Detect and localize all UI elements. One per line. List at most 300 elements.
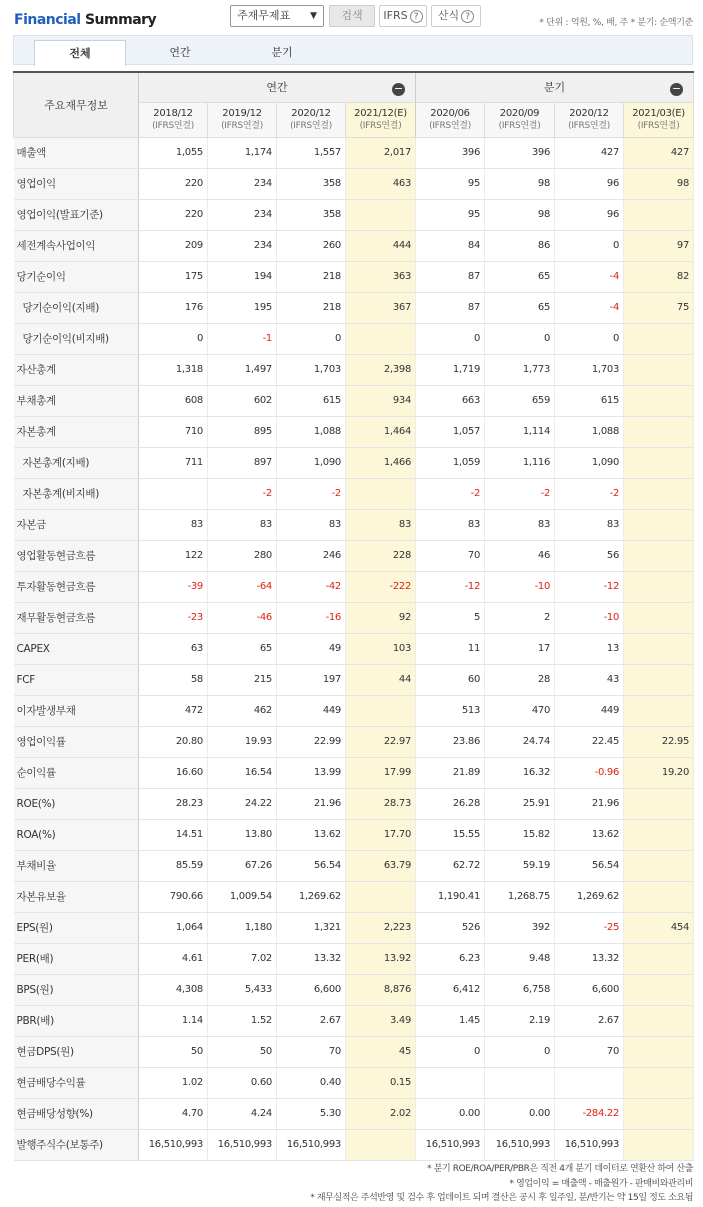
table-cell bbox=[624, 602, 694, 633]
table-cell: 83 bbox=[555, 509, 624, 540]
table-row bbox=[14, 757, 694, 788]
table-cell: 17.99 bbox=[346, 757, 416, 788]
table-cell: 615 bbox=[277, 385, 346, 416]
tab-quarter[interactable]: 분기 bbox=[271, 46, 293, 59]
table-cell: 95 bbox=[416, 168, 485, 199]
row-label[interactable]: 자본총계(지배) bbox=[14, 447, 139, 478]
table-cell: 21.96 bbox=[555, 788, 624, 819]
table-cell: 6,600 bbox=[277, 974, 346, 1005]
table-cell bbox=[624, 1129, 694, 1160]
table-cell bbox=[624, 664, 694, 695]
table-row bbox=[14, 1067, 694, 1098]
title-financial: Financial bbox=[14, 12, 81, 28]
column-period: 2020/12 bbox=[569, 107, 609, 119]
table-cell: 462 bbox=[208, 695, 277, 726]
table-cell: 1.45 bbox=[416, 1005, 485, 1036]
table-cell: -2 bbox=[277, 478, 346, 509]
table-cell: 50 bbox=[208, 1036, 277, 1067]
row-label[interactable]: 발행주식수(보통주) bbox=[14, 1129, 139, 1160]
table-cell: 209 bbox=[139, 230, 208, 261]
table-cell: 24.22 bbox=[208, 788, 277, 819]
table-cell: -2 bbox=[208, 478, 277, 509]
table-cell: 234 bbox=[208, 168, 277, 199]
table-row bbox=[14, 447, 694, 478]
table-cell: 62.72 bbox=[416, 850, 485, 881]
table-cell: 363 bbox=[346, 261, 416, 292]
table-cell bbox=[624, 540, 694, 571]
table-cell: 1,057 bbox=[416, 416, 485, 447]
column-period: 2018/12 bbox=[153, 107, 193, 119]
table-cell: 17 bbox=[485, 633, 555, 664]
help-icon: ? bbox=[410, 10, 423, 23]
table-cell: 44 bbox=[346, 664, 416, 695]
table-cell: 218 bbox=[277, 261, 346, 292]
table-cell: 1,269.62 bbox=[277, 881, 346, 912]
table-cell: 280 bbox=[208, 540, 277, 571]
table-cell: 15.55 bbox=[416, 819, 485, 850]
table-cell: 454 bbox=[624, 912, 694, 943]
table-cell: 16.32 bbox=[485, 757, 555, 788]
table-cell: -222 bbox=[346, 571, 416, 602]
table-cell: 1,268.75 bbox=[485, 881, 555, 912]
table-cell: -23 bbox=[139, 602, 208, 633]
table-cell: -284.22 bbox=[555, 1098, 624, 1129]
column-header bbox=[555, 102, 624, 137]
table-cell: 16.54 bbox=[208, 757, 277, 788]
column-header bbox=[416, 102, 485, 137]
table-cell: 392 bbox=[485, 912, 555, 943]
table-cell: 427 bbox=[555, 137, 624, 168]
table-row bbox=[14, 850, 694, 881]
table-cell: 396 bbox=[485, 137, 555, 168]
table-cell: 13.32 bbox=[277, 943, 346, 974]
table-cell: -16 bbox=[277, 602, 346, 633]
table-row bbox=[14, 664, 694, 695]
table-cell: 58 bbox=[139, 664, 208, 695]
table-cell: -1 bbox=[208, 323, 277, 354]
table-cell: 5 bbox=[416, 602, 485, 633]
table-cell: 0.40 bbox=[277, 1067, 346, 1098]
table-cell bbox=[624, 509, 694, 540]
table-cell: 602 bbox=[208, 385, 277, 416]
table-cell: 218 bbox=[277, 292, 346, 323]
table-cell: 6,412 bbox=[416, 974, 485, 1005]
column-header bbox=[346, 102, 416, 137]
table-cell: 67.26 bbox=[208, 850, 277, 881]
table-cell: 195 bbox=[208, 292, 277, 323]
table-cell: 92 bbox=[346, 602, 416, 633]
table-cell: 83 bbox=[139, 509, 208, 540]
table-cell: 608 bbox=[139, 385, 208, 416]
table-cell: 897 bbox=[208, 447, 277, 478]
table-cell: 1,090 bbox=[277, 447, 346, 478]
footnote: * 영업이익 = 매출액 - 매출원가 - 판매비와관리비 bbox=[509, 1178, 693, 1189]
row-label[interactable]: 매출액 bbox=[14, 137, 139, 168]
table-cell: 6,600 bbox=[555, 974, 624, 1005]
row-label[interactable]: 이자발생부채 bbox=[14, 695, 139, 726]
row-label[interactable]: 세전계속사업이익 bbox=[14, 230, 139, 261]
table-cell bbox=[624, 695, 694, 726]
row-label[interactable]: ROE(%) bbox=[14, 788, 139, 819]
table-cell: 16,510,993 bbox=[277, 1129, 346, 1160]
row-label[interactable]: ROA(%) bbox=[14, 819, 139, 850]
table-cell: 15.82 bbox=[485, 819, 555, 850]
table-cell: 14.51 bbox=[139, 819, 208, 850]
table-cell: 1,116 bbox=[485, 447, 555, 478]
table-cell: 103 bbox=[346, 633, 416, 664]
table-cell bbox=[346, 478, 416, 509]
table-cell: 13.32 bbox=[555, 943, 624, 974]
table-cell: 19.93 bbox=[208, 726, 277, 757]
table-cell: 24.74 bbox=[485, 726, 555, 757]
table-body bbox=[14, 137, 694, 1160]
row-label[interactable]: 순이익률 bbox=[14, 757, 139, 788]
column-basis: (IFRS연결) bbox=[290, 120, 332, 131]
table-cell: 175 bbox=[139, 261, 208, 292]
row-label[interactable]: BPS(원) bbox=[14, 974, 139, 1005]
table-cell: 13 bbox=[555, 633, 624, 664]
row-label[interactable]: 자본금 bbox=[14, 509, 139, 540]
table-cell: 0.00 bbox=[485, 1098, 555, 1129]
column-period: 2020/06 bbox=[430, 107, 470, 119]
table-cell: 13.99 bbox=[277, 757, 346, 788]
table-cell: 59.19 bbox=[485, 850, 555, 881]
table-cell: 1,269.62 bbox=[555, 881, 624, 912]
row-label[interactable]: PER(배) bbox=[14, 943, 139, 974]
table-cell: 1,703 bbox=[555, 354, 624, 385]
table-cell: 83 bbox=[346, 509, 416, 540]
row-label[interactable]: 영업이익률 bbox=[14, 726, 139, 757]
row-label[interactable]: 부채총계 bbox=[14, 385, 139, 416]
table-cell: -10 bbox=[485, 571, 555, 602]
row-label[interactable]: 자본총계 bbox=[14, 416, 139, 447]
table-cell: 1,466 bbox=[346, 447, 416, 478]
table-cell bbox=[624, 974, 694, 1005]
table-cell: 4.24 bbox=[208, 1098, 277, 1129]
table-row bbox=[14, 354, 694, 385]
row-label[interactable]: 당기순이익(비지배) bbox=[14, 323, 139, 354]
table-row bbox=[14, 1129, 694, 1160]
column-header bbox=[277, 102, 346, 137]
table-cell: -39 bbox=[139, 571, 208, 602]
table-cell: 96 bbox=[555, 168, 624, 199]
table-cell: 16,510,993 bbox=[485, 1129, 555, 1160]
table-cell: 1,557 bbox=[277, 137, 346, 168]
table-cell: 659 bbox=[485, 385, 555, 416]
column-basis: (IFRS연결) bbox=[152, 120, 194, 131]
table-cell: 1,318 bbox=[139, 354, 208, 385]
table-cell: 83 bbox=[416, 509, 485, 540]
title-summary: Summary bbox=[80, 12, 157, 28]
table-cell: 234 bbox=[208, 199, 277, 230]
table-cell: 3.49 bbox=[346, 1005, 416, 1036]
formula-label: 산식 bbox=[437, 9, 460, 22]
table-cell: 83 bbox=[277, 509, 346, 540]
table-row bbox=[14, 416, 694, 447]
table-cell: 82 bbox=[624, 261, 694, 292]
table-cell: 470 bbox=[485, 695, 555, 726]
table-cell: 246 bbox=[277, 540, 346, 571]
table-row bbox=[14, 633, 694, 664]
help-icon: ? bbox=[461, 10, 474, 23]
table-cell: 49 bbox=[277, 633, 346, 664]
table-cell: 4.61 bbox=[139, 943, 208, 974]
table-cell: 45 bbox=[346, 1036, 416, 1067]
column-basis: (IFRS연결) bbox=[221, 120, 263, 131]
row-label[interactable]: 자본총계(비지배) bbox=[14, 478, 139, 509]
table-cell: 367 bbox=[346, 292, 416, 323]
row-label[interactable]: PBR(배) bbox=[14, 1005, 139, 1036]
table-cell: -64 bbox=[208, 571, 277, 602]
table-cell: 98 bbox=[485, 199, 555, 230]
table-cell: 4,308 bbox=[139, 974, 208, 1005]
table-cell: 28.23 bbox=[139, 788, 208, 819]
table-row bbox=[14, 1036, 694, 1067]
table-cell: 194 bbox=[208, 261, 277, 292]
table-cell: 5,433 bbox=[208, 974, 277, 1005]
table-cell bbox=[624, 571, 694, 602]
table-cell: 895 bbox=[208, 416, 277, 447]
table-cell: -42 bbox=[277, 571, 346, 602]
column-header bbox=[485, 102, 555, 137]
table-cell: 23.86 bbox=[416, 726, 485, 757]
table-cell: 65 bbox=[485, 292, 555, 323]
table-cell: 615 bbox=[555, 385, 624, 416]
table-cell: 1,321 bbox=[277, 912, 346, 943]
table-row bbox=[14, 788, 694, 819]
table-cell bbox=[346, 1129, 416, 1160]
table-cell bbox=[624, 633, 694, 664]
collapse-annual-icon[interactable]: − bbox=[393, 82, 404, 95]
table-cell: 472 bbox=[139, 695, 208, 726]
table-cell: 1.52 bbox=[208, 1005, 277, 1036]
table-cell: 1,064 bbox=[139, 912, 208, 943]
row-label[interactable]: EPS(원) bbox=[14, 912, 139, 943]
table-cell: 711 bbox=[139, 447, 208, 478]
table-cell: 8,876 bbox=[346, 974, 416, 1005]
row-label[interactable]: 영업이익(발표기준) bbox=[14, 199, 139, 230]
table-cell: 663 bbox=[416, 385, 485, 416]
table-cell: 2,398 bbox=[346, 354, 416, 385]
table-row bbox=[14, 292, 694, 323]
table-cell: 0 bbox=[485, 1036, 555, 1067]
footnote: * 재무실적은 주석반영 및 검수 후 업데이트 되며 결산은 공시 후 일주일, 분/반기는 약 15일 정도 소요됨 bbox=[310, 1193, 693, 1203]
column-basis: (IFRS연결) bbox=[498, 120, 541, 131]
row-label[interactable]: 당기순이익(지배) bbox=[14, 292, 139, 323]
row-label[interactable]: 투자활동현금흐름 bbox=[14, 571, 139, 602]
table-cell bbox=[624, 478, 694, 509]
annual-group-header bbox=[139, 72, 416, 102]
table-cell: 2.67 bbox=[277, 1005, 346, 1036]
table-cell: 358 bbox=[277, 199, 346, 230]
table-cell: 97 bbox=[624, 230, 694, 261]
table-row bbox=[14, 323, 694, 354]
table-cell: 526 bbox=[416, 912, 485, 943]
column-period: 2021/03(E) bbox=[632, 107, 685, 119]
ifrs-help-button[interactable] bbox=[379, 5, 427, 27]
table-cell: 1,009.54 bbox=[208, 881, 277, 912]
table-cell: 215 bbox=[208, 664, 277, 695]
table-cell: 22.97 bbox=[346, 726, 416, 757]
table-cell: 0.00 bbox=[416, 1098, 485, 1129]
table-cell: 0 bbox=[416, 323, 485, 354]
formula-help-button[interactable] bbox=[431, 5, 481, 27]
table-cell: 260 bbox=[277, 230, 346, 261]
table-cell: 122 bbox=[139, 540, 208, 571]
table-cell: 1,055 bbox=[139, 137, 208, 168]
table-cell: -12 bbox=[416, 571, 485, 602]
row-label[interactable]: 자본유보율 bbox=[14, 881, 139, 912]
top-bar bbox=[0, 0, 703, 34]
table-cell: 0.60 bbox=[208, 1067, 277, 1098]
table-cell: 5.30 bbox=[277, 1098, 346, 1129]
collapse-quarter-icon[interactable]: − bbox=[671, 82, 682, 95]
tab-annual[interactable]: 연간 bbox=[169, 46, 191, 59]
row-label[interactable]: 영업이익 bbox=[14, 168, 139, 199]
table-row bbox=[14, 571, 694, 602]
row-label[interactable]: 영업활동현금흐름 bbox=[14, 540, 139, 571]
column-basis: (IFRS연결) bbox=[568, 120, 610, 131]
row-label[interactable]: 현금배당수익률 bbox=[14, 1067, 139, 1098]
table-cell: 2,223 bbox=[346, 912, 416, 943]
table-cell: 56 bbox=[555, 540, 624, 571]
table-cell bbox=[624, 881, 694, 912]
table-cell: 26.28 bbox=[416, 788, 485, 819]
row-label[interactable]: 부채비율 bbox=[14, 850, 139, 881]
table-cell bbox=[624, 354, 694, 385]
table-cell: -2 bbox=[416, 478, 485, 509]
footnote: * 분기 ROE/ROA/PER/PBR은 직전 4개 분기 데이터로 연환산 하여 산출 bbox=[427, 1164, 693, 1174]
table-cell: 1,174 bbox=[208, 137, 277, 168]
table-cell: -4 bbox=[555, 261, 624, 292]
page-title bbox=[14, 12, 156, 28]
table-cell: -0.96 bbox=[555, 757, 624, 788]
table-cell: 449 bbox=[555, 695, 624, 726]
table-cell: 83 bbox=[208, 509, 277, 540]
financial-table bbox=[13, 71, 694, 1161]
table-cell: 22.99 bbox=[277, 726, 346, 757]
unit-note: * 단위 : 억원, %, 배, 주 * 분기: 순액기준 bbox=[539, 18, 693, 28]
table-cell: 358 bbox=[277, 168, 346, 199]
table-cell: 934 bbox=[346, 385, 416, 416]
table-cell bbox=[346, 695, 416, 726]
table-row bbox=[14, 974, 694, 1005]
table-cell: 20.80 bbox=[139, 726, 208, 757]
table-cell: 65 bbox=[208, 633, 277, 664]
table-row bbox=[14, 199, 694, 230]
row-label[interactable]: 재무활동현금흐름 bbox=[14, 602, 139, 633]
table-cell: 2.67 bbox=[555, 1005, 624, 1036]
table-cell bbox=[624, 416, 694, 447]
table-cell: 65 bbox=[485, 261, 555, 292]
table-cell: 98 bbox=[624, 168, 694, 199]
table-cell: 83 bbox=[485, 509, 555, 540]
column-basis: (IFRS연결) bbox=[359, 120, 402, 131]
table-cell: 16.60 bbox=[139, 757, 208, 788]
table-cell: 0 bbox=[277, 323, 346, 354]
table-cell: 1.02 bbox=[139, 1067, 208, 1098]
table-cell: 13.62 bbox=[277, 819, 346, 850]
table-row bbox=[14, 261, 694, 292]
table-cell bbox=[624, 199, 694, 230]
table-cell: 1,114 bbox=[485, 416, 555, 447]
footnotes bbox=[193, 1162, 693, 1206]
table-row bbox=[14, 540, 694, 571]
table-cell bbox=[555, 1067, 624, 1098]
table-cell bbox=[346, 199, 416, 230]
column-basis: (IFRS연결) bbox=[637, 120, 680, 131]
row-label[interactable]: FCF bbox=[14, 664, 139, 695]
table-cell: 70 bbox=[416, 540, 485, 571]
column-period: 2019/12 bbox=[222, 107, 262, 119]
column-period: 2020/09 bbox=[499, 107, 540, 119]
table-cell: 427 bbox=[624, 137, 694, 168]
table-cell bbox=[624, 788, 694, 819]
table-cell: 85.59 bbox=[139, 850, 208, 881]
table-row bbox=[14, 1005, 694, 1036]
table-cell: 228 bbox=[346, 540, 416, 571]
table-cell: 176 bbox=[139, 292, 208, 323]
statement-select[interactable] bbox=[230, 5, 324, 27]
table-row bbox=[14, 912, 694, 943]
tab-all[interactable]: 전체 bbox=[34, 40, 126, 66]
table-cell: 1.14 bbox=[139, 1005, 208, 1036]
table-cell: -46 bbox=[208, 602, 277, 633]
table-cell bbox=[624, 1067, 694, 1098]
table-cell: 1,719 bbox=[416, 354, 485, 385]
table-cell bbox=[624, 1098, 694, 1129]
table-cell: 22.45 bbox=[555, 726, 624, 757]
table-cell: 28.73 bbox=[346, 788, 416, 819]
table-row bbox=[14, 168, 694, 199]
chevron-down-icon: ▼ bbox=[310, 11, 317, 21]
table-row bbox=[14, 1098, 694, 1129]
search-button[interactable]: 검색 bbox=[329, 5, 375, 27]
row-label[interactable]: 자산총계 bbox=[14, 354, 139, 385]
table-cell bbox=[346, 323, 416, 354]
table-cell: 1,088 bbox=[277, 416, 346, 447]
table-row bbox=[14, 230, 694, 261]
table-cell bbox=[139, 478, 208, 509]
column-header bbox=[208, 102, 277, 137]
table-cell: 98 bbox=[485, 168, 555, 199]
table-cell: 1,090 bbox=[555, 447, 624, 478]
row-label[interactable]: 당기순이익 bbox=[14, 261, 139, 292]
table-cell: -4 bbox=[555, 292, 624, 323]
table-cell: 16,510,993 bbox=[208, 1129, 277, 1160]
table-cell: 234 bbox=[208, 230, 277, 261]
row-label[interactable]: 현금DPS(원) bbox=[14, 1036, 139, 1067]
table-cell: 1,180 bbox=[208, 912, 277, 943]
row-label[interactable]: 현금배당성향(%) bbox=[14, 1098, 139, 1129]
table-cell: 1,773 bbox=[485, 354, 555, 385]
table-cell: 13.80 bbox=[208, 819, 277, 850]
table-cell: 0.15 bbox=[346, 1067, 416, 1098]
column-header bbox=[624, 102, 694, 137]
table-cell: -25 bbox=[555, 912, 624, 943]
table-cell: 87 bbox=[416, 261, 485, 292]
row-label[interactable]: CAPEX bbox=[14, 633, 139, 664]
table-cell: 1,059 bbox=[416, 447, 485, 478]
table-cell: -2 bbox=[485, 478, 555, 509]
table-cell bbox=[624, 1005, 694, 1036]
table-cell: 444 bbox=[346, 230, 416, 261]
table-cell: 790.66 bbox=[139, 881, 208, 912]
table-row bbox=[14, 509, 694, 540]
table-cell: 95 bbox=[416, 199, 485, 230]
table-cell: 28 bbox=[485, 664, 555, 695]
table-row bbox=[14, 819, 694, 850]
